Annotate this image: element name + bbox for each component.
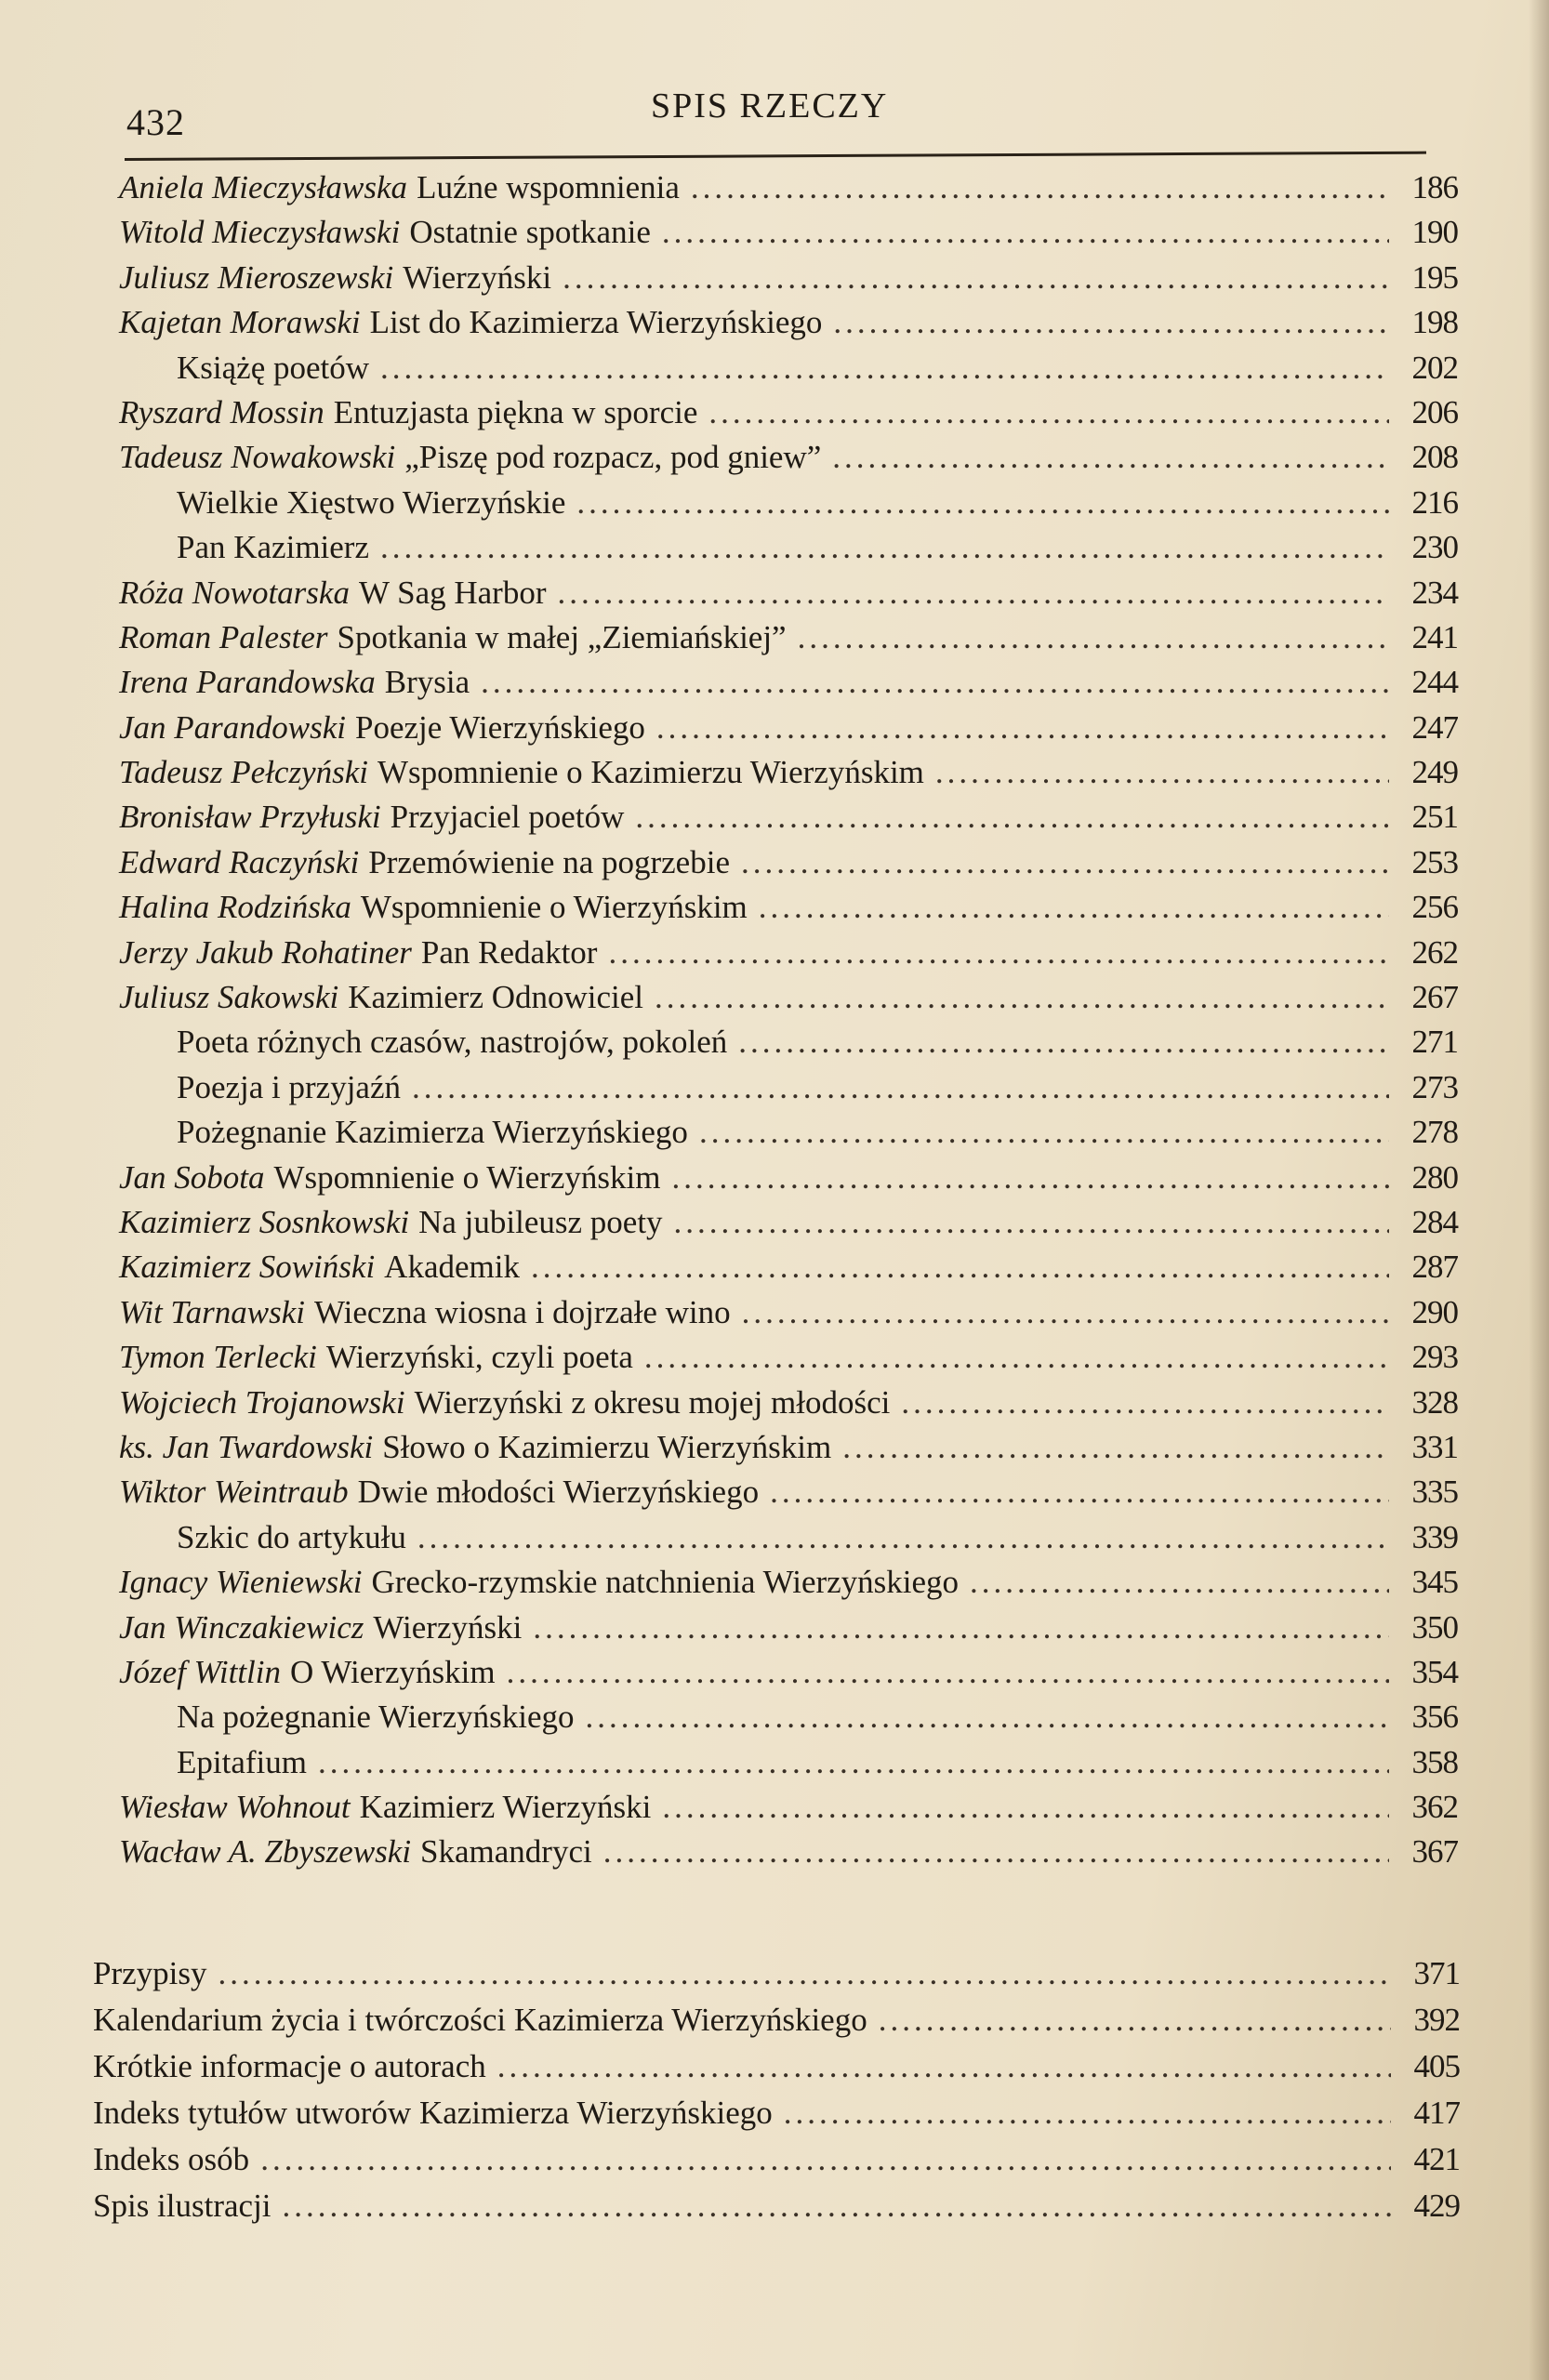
entry-title: Ostatnie spotkanie [409, 214, 651, 251]
dot-leader [283, 2183, 1391, 2229]
entry-title: O Wierzyńskim [290, 1653, 496, 1690]
entry-page-number: 367 [1411, 1833, 1458, 1871]
entry-title: Wierzyński z okresu mojej młodości [414, 1383, 891, 1421]
entry-author: Kajetan Morawski [119, 304, 361, 341]
dot-leader [380, 346, 1389, 390]
toc-entry [119, 885, 1458, 930]
dot-leader [576, 481, 1389, 525]
entry-page-number: 356 [1411, 1699, 1458, 1736]
entry-page-number: 392 [1413, 2002, 1460, 2038]
dot-leader [380, 525, 1389, 570]
entry-title: „Piszę pod rozpacz, pod gniew” [404, 439, 822, 476]
entry-title: Wieczna wiosna i dojrzałe wino [314, 1293, 731, 1330]
back-matter-entry [93, 1997, 1460, 2043]
toc-entry [119, 525, 1458, 570]
entry-page-number: 278 [1411, 1114, 1458, 1151]
entry-title: Spis ilustracji [93, 2188, 271, 2224]
entry-title: Pan Redaktor [420, 933, 598, 971]
toc-entry [119, 660, 1458, 705]
entry-title: Wierzyński [373, 1608, 523, 1646]
dot-leader [533, 1606, 1389, 1650]
toc-entry [119, 840, 1458, 885]
toc-entry [119, 1470, 1458, 1514]
entry-author: Kazimierz Sosnkowski [119, 1203, 410, 1240]
entry-page-number: 186 [1411, 169, 1458, 205]
entry-page-number: 256 [1411, 889, 1458, 926]
dot-leader [417, 1515, 1389, 1560]
dot-leader [656, 706, 1389, 750]
entry-title: Wspomnienie o Kazimierzu Wierzyńskim [377, 754, 924, 791]
entry-author: Irena Parandowska [119, 664, 376, 701]
entry-title: Wierzyński, czyli poeta [325, 1339, 633, 1376]
entry-title: List do Kazimierza Wierzyńskiego [369, 304, 823, 341]
toc-entry [119, 1020, 1458, 1064]
entry-page-number: 345 [1411, 1564, 1458, 1601]
toc-entry [119, 1740, 1458, 1785]
entry-page-number: 253 [1411, 843, 1458, 880]
toc-entry [119, 750, 1458, 795]
toc-entry [119, 795, 1458, 840]
entry-page-number: 244 [1411, 664, 1458, 701]
entry-title: Poezje Wierzyńskiego [355, 708, 645, 746]
entry-title: Na jubileusz poety [418, 1203, 663, 1240]
dot-leader [671, 1156, 1389, 1200]
entry-page-number: 206 [1411, 393, 1458, 430]
entry-author: Witold Mieczysławski [119, 214, 401, 251]
toc-entry [119, 975, 1458, 1020]
dot-leader [674, 1200, 1389, 1245]
dot-leader [608, 931, 1389, 975]
dot-leader [832, 435, 1389, 480]
dot-leader [563, 256, 1389, 300]
dot-leader [497, 2043, 1391, 2090]
entry-author: Halina Rodzińska [119, 889, 351, 926]
entry-title: Wspomnienie o Wierzyńskim [360, 889, 748, 926]
entry-title: Kazimierz Odnowiciel [348, 979, 644, 1016]
entry-title: Krótkie informacje o autorach [93, 2048, 486, 2084]
toc-entry [119, 706, 1458, 750]
entry-page-number: 287 [1411, 1249, 1458, 1286]
entry-author: Jan Parandowski [119, 708, 347, 746]
dot-leader [741, 840, 1389, 885]
dot-leader [901, 1381, 1389, 1425]
toc-entry [119, 1830, 1458, 1874]
running-title: SPIS RZECZY [651, 86, 889, 126]
dot-leader [557, 571, 1389, 615]
entry-page-number: 234 [1411, 574, 1458, 611]
entry-author: Aniela Mieczysławska [119, 169, 408, 205]
table-of-contents [119, 165, 1458, 1875]
entry-page-number: 198 [1411, 304, 1458, 341]
entry-title: Indeks tytułów utworów Kazimierza Wierzyńskiego [93, 2095, 773, 2131]
dot-leader [691, 165, 1389, 210]
header-rule [125, 152, 1426, 161]
entry-author: Bronisław Przyłuski [119, 799, 381, 836]
entry-author: Róża Nowotarska [119, 574, 350, 611]
back-matter-entry [93, 2090, 1460, 2136]
entry-author: Józef Wittlin [119, 1653, 282, 1690]
entry-title: Entuzjasta piękna w sporcie [333, 393, 698, 430]
toc-entry [119, 1065, 1458, 1110]
entry-title: Spotkania w małej „Ziemiańskiej” [337, 618, 787, 655]
dot-leader [784, 2090, 1391, 2136]
dot-leader [798, 615, 1389, 660]
dot-leader [770, 1470, 1389, 1514]
entry-author: Ryszard Mossin [119, 393, 324, 430]
toc-entry [119, 1381, 1458, 1425]
entry-page-number: 267 [1411, 979, 1458, 1016]
entry-page-number: 241 [1411, 618, 1458, 655]
back-matter-entry [93, 1950, 1460, 1997]
dot-leader [662, 210, 1389, 255]
entry-title: Grecko-rzymskie natchnienia Wierzyńskiego [371, 1564, 960, 1601]
entry-page-number: 230 [1411, 529, 1458, 566]
entry-author: Juliusz Sakowski [119, 979, 339, 1016]
entry-title: Kalendarium życia i twórczości Kazimierza Wierzyńskiego [93, 2002, 867, 2038]
toc-entry [119, 1110, 1458, 1155]
dot-leader [260, 2136, 1391, 2183]
toc-entry [119, 931, 1458, 975]
toc-entry [119, 1785, 1458, 1830]
entry-title: Akademik [384, 1249, 520, 1286]
dot-leader [759, 885, 1389, 930]
entry-page-number: 350 [1411, 1608, 1458, 1646]
entry-author: Jerzy Jakub Rohatiner [119, 933, 412, 971]
entry-page-number: 262 [1411, 933, 1458, 971]
toc-entry [119, 1156, 1458, 1200]
dot-leader [318, 1740, 1389, 1785]
entry-page-number: 335 [1411, 1474, 1458, 1511]
entry-page-number: 290 [1411, 1293, 1458, 1330]
entry-title: Wspomnienie o Wierzyńskim [273, 1158, 661, 1196]
entry-page-number: 331 [1411, 1428, 1458, 1465]
toc-entry [119, 1425, 1458, 1470]
toc-entry [119, 615, 1458, 660]
dot-leader [742, 1290, 1389, 1335]
dot-leader [412, 1065, 1389, 1110]
entry-title: Przemówienie na pogrzebie [368, 843, 730, 880]
entry-author: Jan Winczakiewicz [119, 1608, 364, 1646]
entry-title: Przypisy [93, 1955, 207, 1991]
entry-title: Pan Kazimierz [177, 529, 369, 566]
toc-entry [119, 1606, 1458, 1650]
entry-title: Brysia [384, 664, 470, 701]
toc-entry [119, 1650, 1458, 1695]
toc-entry [119, 346, 1458, 390]
entry-page-number: 202 [1411, 349, 1458, 386]
dot-leader [586, 1695, 1389, 1739]
toc-entry [119, 481, 1458, 525]
entry-author: Tadeusz Pełczyński [119, 754, 368, 791]
entry-title: Przyjaciel poetów [390, 799, 625, 836]
entry-page-number: 216 [1411, 483, 1458, 521]
toc-entry [119, 256, 1458, 300]
entry-title: Książę poetów [177, 349, 370, 386]
entry-title: Szkic do artykułu [177, 1518, 406, 1555]
entry-title: Skamandryci [420, 1833, 592, 1871]
toc-entry [119, 210, 1458, 255]
entry-author: Wiktor Weintraub [119, 1474, 349, 1511]
dot-leader [644, 1335, 1389, 1380]
dot-leader [603, 1830, 1389, 1874]
dot-leader [842, 1425, 1389, 1470]
entry-title: Luźne wspomnienia [417, 169, 680, 205]
entry-author: Kazimierz Sowiński [119, 1249, 376, 1286]
entry-author: Edward Raczyński [119, 843, 360, 880]
dot-leader [635, 795, 1389, 840]
dot-leader [218, 1950, 1392, 1997]
entry-page-number: 247 [1411, 708, 1458, 746]
entry-title: Kazimierz Wierzyński [359, 1789, 652, 1826]
toc-entry [119, 1560, 1458, 1605]
entry-title: Słowo o Kazimierzu Wierzyńskim [382, 1428, 832, 1465]
entry-page-number: 417 [1413, 2095, 1460, 2131]
entry-title: Dwie młodości Wierzyńskiego [357, 1474, 760, 1511]
entry-title: Epitafium [177, 1743, 307, 1780]
entry-author: Wacław A. Zbyszewski [119, 1833, 412, 1871]
toc-entry [119, 571, 1458, 615]
dot-leader [970, 1560, 1389, 1605]
dot-leader [699, 1110, 1389, 1155]
dot-leader [655, 975, 1389, 1020]
entry-title: Poezja i przyjaźń [177, 1068, 402, 1105]
entry-author: Wit Tarnawski [119, 1293, 306, 1330]
entry-page-number: 190 [1411, 214, 1458, 251]
dot-leader [481, 660, 1389, 705]
dot-leader [708, 390, 1389, 435]
dot-leader [662, 1785, 1389, 1830]
entry-author: Wiesław Wohnout [119, 1789, 351, 1826]
toc-entry [119, 1245, 1458, 1289]
toc-entry [119, 390, 1458, 435]
entry-page-number: 371 [1413, 1955, 1460, 1991]
entry-page-number: 362 [1411, 1789, 1458, 1826]
toc-entry [119, 165, 1458, 210]
back-matter-list [93, 1950, 1460, 2229]
entry-author: Ignacy Wieniewski [119, 1564, 363, 1601]
dot-leader [833, 300, 1389, 345]
toc-entry [119, 1695, 1458, 1739]
entry-title: Indeks osób [93, 2141, 250, 2177]
toc-entry [119, 300, 1458, 345]
entry-page-number: 280 [1411, 1158, 1458, 1196]
entry-page-number: 208 [1411, 439, 1458, 476]
entry-page-number: 273 [1411, 1068, 1458, 1105]
entry-author: Tymon Terlecki [119, 1339, 317, 1376]
entry-title: Pożegnanie Kazimierza Wierzyńskiego [177, 1114, 688, 1151]
dot-leader [935, 750, 1389, 795]
entry-page-number: 405 [1413, 2048, 1460, 2084]
entry-page-number: 339 [1411, 1518, 1458, 1555]
entry-page-number: 429 [1413, 2188, 1460, 2224]
toc-entry [119, 1515, 1458, 1560]
dot-leader [738, 1020, 1389, 1064]
entry-author: Jan Sobota [119, 1158, 265, 1196]
entry-title: W Sag Harbor [358, 574, 547, 611]
entry-page-number: 293 [1411, 1339, 1458, 1376]
entry-page-number: 195 [1411, 258, 1458, 296]
entry-author: ks. Jan Twardowski [119, 1428, 374, 1465]
entry-title: Wierzyński [403, 258, 552, 296]
dot-leader [507, 1650, 1389, 1695]
entry-title: Poeta różnych czasów, nastrojów, pokoleń [177, 1024, 728, 1061]
entry-page-number: 328 [1411, 1383, 1458, 1421]
entry-author: Roman Palester [119, 618, 328, 655]
entry-page-number: 358 [1411, 1743, 1458, 1780]
dot-leader [879, 1997, 1391, 2043]
toc-entry [119, 435, 1458, 480]
entry-title: Na pożegnanie Wierzyńskiego [177, 1699, 575, 1736]
toc-entry [119, 1290, 1458, 1335]
entry-author: Wojciech Trojanowski [119, 1383, 405, 1421]
entry-page-number: 251 [1411, 799, 1458, 836]
toc-entry [119, 1200, 1458, 1245]
back-matter-entry [93, 2136, 1460, 2183]
entry-page-number: 249 [1411, 754, 1458, 791]
back-matter-entry [93, 2043, 1460, 2090]
toc-entry [119, 1335, 1458, 1380]
entry-page-number: 421 [1413, 2141, 1460, 2177]
dot-leader [531, 1245, 1389, 1289]
entry-page-number: 284 [1411, 1203, 1458, 1240]
back-matter-entry [93, 2183, 1460, 2229]
entry-title: Wielkie Xięstwo Wierzyńskie [177, 483, 566, 521]
page-number: 432 [126, 101, 185, 143]
entry-page-number: 354 [1411, 1653, 1458, 1690]
entry-author: Juliusz Mieroszewski [119, 258, 394, 296]
entry-author: Tadeusz Nowakowski [119, 439, 396, 476]
entry-page-number: 271 [1411, 1024, 1458, 1061]
